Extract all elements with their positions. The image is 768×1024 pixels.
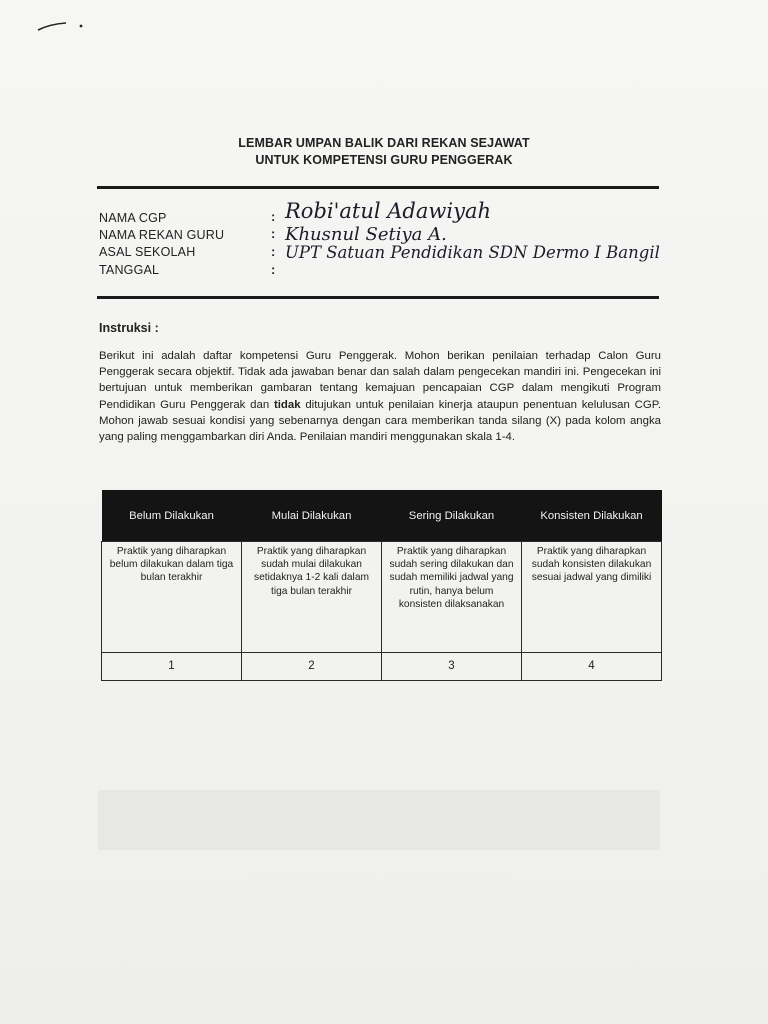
scale-description-3: Praktik yang diharapkan sudah sering dilakukan dan sudah memiliki jadwal yang rutin, hanya belum konsisten dilaksanakan: [382, 542, 522, 653]
scale-description-row: [102, 542, 662, 653]
field-value-nama-cgp: Robi'atul Adawiyah: [285, 199, 491, 223]
document-subtitle: UNTUK KOMPETENSI GURU PENGGERAK: [255, 153, 513, 167]
field-value-nama-rekan-guru: Khusnul Setiya A.: [285, 224, 447, 245]
scale-header-3: Sering Dilakukan: [382, 490, 522, 542]
scale-header-4: Konsisten Dilakukan: [522, 490, 662, 542]
colon: :: [271, 262, 276, 277]
instructions-text-part1: Berikut ini adalah daftar kompetensi Guru Penggerak. Mohon berikan penilaian terhadap Calon Guru Penggerak secara objektif. Tidak ada jawaban benar dan salah dalam pengecekan mandiri ini. Pengecekan ini bertujuan untuk memberikan gambaran tentang kemajuan pencapaian CGP dalam mengikuti Program Pendidikan Guru Penggerak dan: [99, 350, 661, 411]
instructions-text-part2: ditujukan untuk penilaian kinerja ataupun penentuan kelulusan CGP. Mohon jawab sesuai kondisi yang sebenarnya dengan cara memberikan tanda silang (X) pada kolom angka yang paling menggambarkan diri Anda. Penilaian mandiri menggunakan skala 1-4.: [99, 398, 661, 444]
top-divider: [97, 186, 659, 189]
field-label-asal-sekolah: ASAL SEKOLAH: [99, 245, 196, 259]
colon: :: [271, 226, 276, 241]
scale-header-row: [102, 490, 662, 542]
scale-header-2: Mulai Dilakukan: [242, 490, 382, 542]
scale-number-2: 2: [242, 653, 382, 681]
colon: :: [271, 209, 276, 224]
field-label-tanggal: TANGGAL: [99, 263, 160, 277]
scale-number-4: 4: [522, 653, 662, 681]
colon: :: [271, 244, 276, 259]
instructions-paragraph: [99, 348, 661, 445]
scale-header-1: Belum Dilakukan: [102, 490, 242, 542]
scale-number-row: [102, 653, 662, 681]
bleed-through-shade: [98, 790, 660, 850]
pen-mark: [36, 18, 86, 34]
rating-scale-table: [101, 490, 662, 681]
scale-description-1: Praktik yang diharapkan belum dilakukan dalam tiga bulan terakhir: [102, 542, 242, 653]
bottom-divider: [97, 296, 659, 299]
field-label-nama-cgp: NAMA CGP: [99, 211, 167, 225]
scale-number-1: 1: [102, 653, 242, 681]
field-label-nama-rekan-guru: NAMA REKAN GURU: [99, 228, 225, 242]
instructions-heading: Instruksi :: [99, 321, 159, 335]
document-title: LEMBAR UMPAN BALIK DARI REKAN SEJAWAT: [238, 136, 530, 150]
field-value-asal-sekolah: UPT Satuan Pendidikan SDN Dermo I Bangil: [285, 243, 660, 262]
instructions-text-bold: tidak: [273, 398, 301, 411]
scale-number-3: 3: [382, 653, 522, 681]
scale-description-2: Praktik yang diharapkan sudah mulai dilakukan setidaknya 1-2 kali dalam tiga bulan terakhir: [242, 542, 382, 653]
scale-description-4: Praktik yang diharapkan sudah konsisten dilakukan sesuai jadwal yang dimiliki: [522, 542, 662, 653]
